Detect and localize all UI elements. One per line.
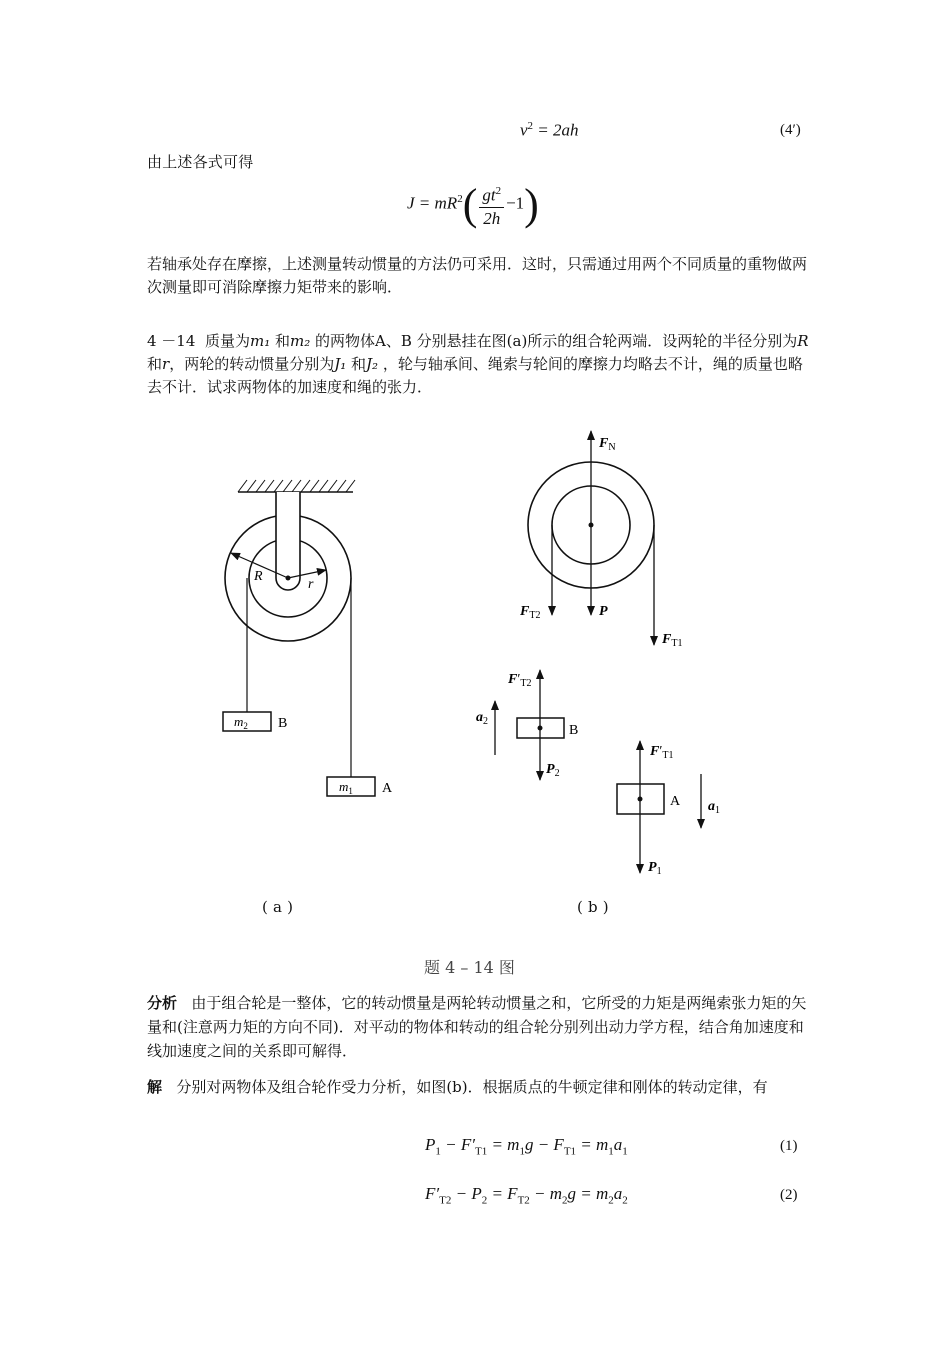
analysis-paragraph: 分析 由于组合轮是一整体，它的转动惯量是两轮转动惯量之和，它所受的力矩是两绳索张力矩的矢量和(注意两力矩的方向不同)．对平动的物体和转动的组合轮分别列出动力学方程，结合角加速度和线加速度之间的关系即可解得． <box>147 994 807 1060</box>
problem-number: 4 －14 <box>147 332 196 350</box>
label-B: B <box>278 716 288 731</box>
axle-bracket <box>276 492 300 590</box>
label-r: r <box>308 577 314 592</box>
label-FT1prime: $F'_{T1}$ <box>650 744 674 761</box>
equation-4prime: $v^2 = 2ah$ <box>520 120 579 140</box>
label-FT1: $F_{T1}$ <box>662 632 683 649</box>
fbd-label-A: A <box>670 794 681 809</box>
equation-number-2: (2) <box>780 1187 798 1203</box>
mass-A-label: $m_1$ <box>339 779 353 796</box>
equation-J: $J = mR^2$( $\frac{gt^2}{2h}$ −1) <box>407 179 539 229</box>
solution-label: 解 <box>147 1078 163 1096</box>
mass-B-label: $m_2$ <box>234 714 248 731</box>
figure-a <box>200 470 400 810</box>
figure-caption: 题 4 – 14 图 <box>424 958 515 977</box>
caption-b: ( b ) <box>577 898 609 916</box>
problem-statement: 4 －14 质量为m₁ 和m₂ 的两物体A、B 分别悬挂在图(a)所示的组合轮两端．设两轮的半径分别为R 和r，两轮的转动惯量分别为J₁ 和J₂ ，轮与轴承间、绳索与轮间的摩擦力均略去不计，绳的质量也略去不计．试求两物体的加速度和绳的张力． <box>147 332 809 396</box>
equation-1: $P_1 - F'_{T1} = m_1g - F_{T1} = m_1a_1$ <box>425 1135 628 1158</box>
label-a1: $a_1$ <box>708 799 720 816</box>
analysis-label: 分析 <box>147 994 178 1012</box>
label-R: R <box>254 569 263 584</box>
label-A: A <box>382 781 393 796</box>
ceiling-hatch <box>238 480 355 492</box>
label-P: P <box>599 604 608 619</box>
intro-line: 由上述各式可得 <box>147 153 254 171</box>
caption-a: ( a ) <box>262 898 294 916</box>
label-P2: $P_2$ <box>546 762 560 779</box>
equation-2: $F'_{T2} - P_2 = F_{T2} - m_2g = m_2a_2$ <box>425 1184 628 1207</box>
label-FT2prime: $F'_{T2}$ <box>508 672 532 689</box>
label-FT2: $F_{T2}$ <box>520 604 541 621</box>
label-FN: $F_N$ <box>599 436 616 453</box>
friction-note: 若轴承处存在摩擦，上述测量转动惯量的方法仍可采用．这时，只需通过用两个不同质量的重物做两次测量即可消除摩擦力矩带来的影响． <box>147 255 808 296</box>
equation-number-1: (1) <box>780 1138 798 1154</box>
solution-paragraph: 解 分别对两物体及组合轮作受力分析，如图(b)．根据质点的牛顿定律和刚体的转动定律，有 <box>147 1078 768 1096</box>
equation-number-4prime: (4′) <box>780 122 801 138</box>
figure-b <box>470 425 740 885</box>
fbd-label-B: B <box>569 723 579 738</box>
label-P1: $P_1$ <box>648 860 662 877</box>
label-a2: $a_2$ <box>476 710 488 727</box>
